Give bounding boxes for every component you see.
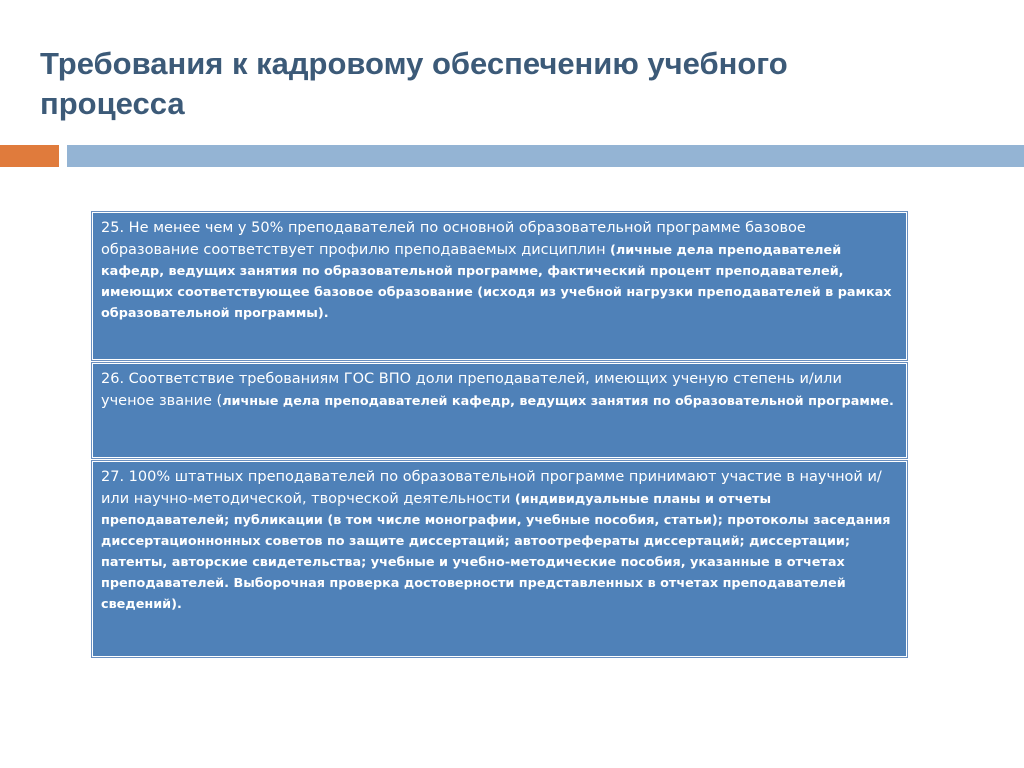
accent-bar-orange [0, 145, 59, 167]
accent-bar-blue [67, 145, 1024, 167]
requirement-text: 27. 100% штатных преподавателей по образовательной программе принимают участие в научной и/или научно-методической, творческой деятельности [101, 469, 882, 507]
table-row [92, 363, 907, 458]
requirement-evidence: (индивидуальные планы и отчеты преподавателей; публикации (в том числе монографии, учебные пособия, статьи); протоколы заседания диссертационнонных советов по защите диссертаций; автоотрефераты диссертаций; диссертации; патенты, авторские свидетельства; учебные и учебно-методические пособия, указанные в отчетах преподавателей. Выборочная проверка достоверности представленных в отчетах преподавателей сведений). [101, 492, 891, 612]
requirement-evidence: личные дела преподавателей кафедр, ведущих занятия по образовательной программе. [222, 394, 894, 409]
requirements-table [92, 212, 907, 660]
table-row [92, 461, 907, 657]
requirement-evidence: (личные дела преподавателей кафедр, ведущих занятия по образовательной программе, фактический процент преподавателей, имеющих соответствующее базовое образование (исходя из учебной нагрузки преподавателей в рамках образовательной программы). [101, 243, 892, 321]
requirement-text: 26. Соответствие требованиям ГОС ВПО доли преподавателей, имеющих ученую степень и/или ученое звание ( [101, 371, 842, 409]
requirement-text: 25. Не менее чем у 50% преподавателей по основной образовательной программе базовое образование соответствует профилю преподаваемых дисциплин [101, 220, 806, 258]
table-row [92, 212, 907, 360]
slide-title: Требования к кадровому обеспечению учебного процесса [40, 46, 788, 121]
